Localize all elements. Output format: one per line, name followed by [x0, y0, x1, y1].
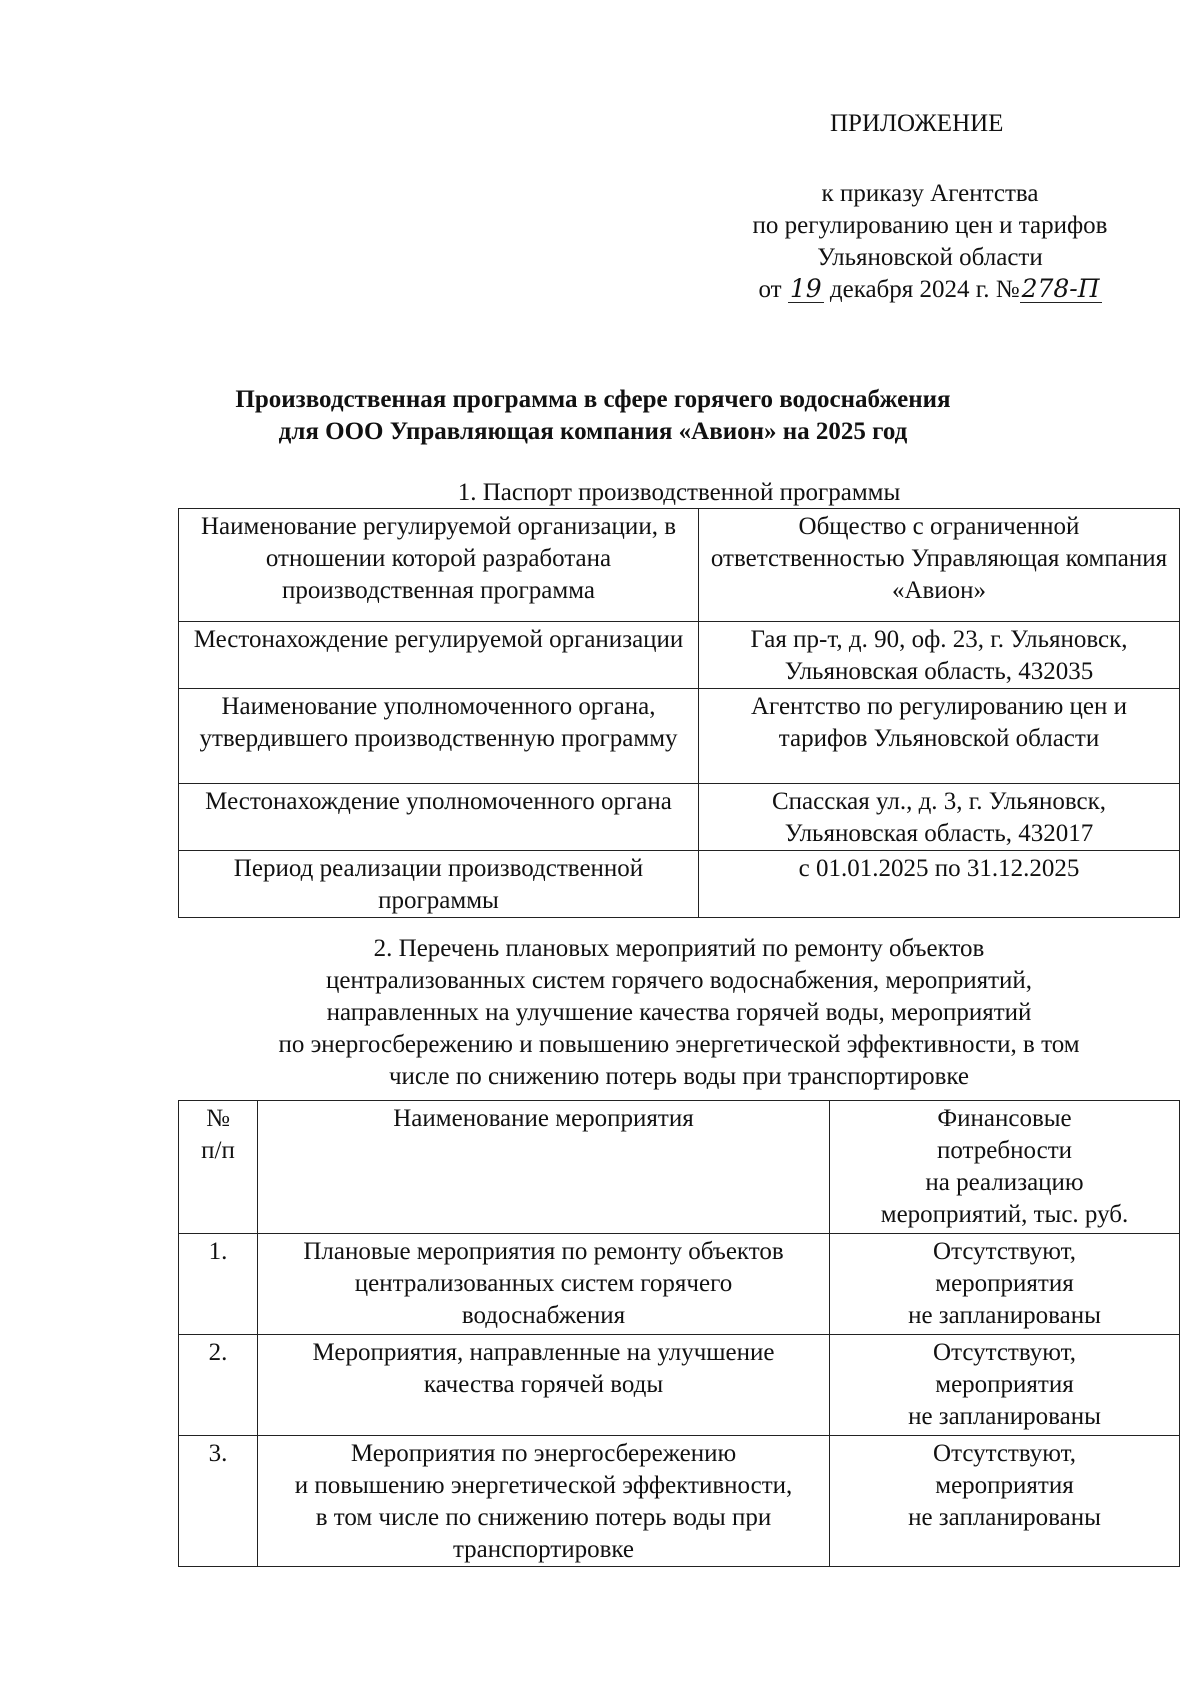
passport-value: Спасская ул., д. 3, г. Ульяновск, Ульяновская область, 432017 — [699, 784, 1180, 851]
row-name — [258, 1234, 830, 1335]
table-row — [179, 851, 1180, 918]
table-header-row — [179, 1101, 1180, 1234]
handwritten-order-number: 278-П — [1021, 274, 1100, 303]
row-cost-line: не запланированы — [908, 1302, 1101, 1329]
header-number-line: № — [206, 1105, 230, 1132]
header-name: Наименование мероприятия — [258, 1101, 830, 1234]
row-cost-line: мероприятия — [935, 1472, 1074, 1499]
row-cost-line: Отсутствуют, — [933, 1339, 1076, 1366]
header-cost-line: Финансовые — [937, 1105, 1072, 1132]
row-cost — [830, 1436, 1180, 1567]
passport-label: Местонахождение уполномоченного органа — [179, 784, 699, 851]
header-cost-line: потребности — [937, 1137, 1072, 1164]
appendix-block — [700, 108, 1160, 306]
row-number: 3. — [179, 1436, 258, 1567]
row-cost — [830, 1335, 1180, 1436]
row-name-line: централизованных систем горячего — [354, 1270, 733, 1297]
table-row — [179, 784, 1180, 851]
row-name-line: водоснабжения — [461, 1302, 626, 1329]
row-name-line: Мероприятия по энергосбережению — [350, 1440, 737, 1467]
section-2-heading-line-2: централизованных систем горячего водоснабжения, мероприятий, — [325, 967, 1033, 994]
passport-value: Агентство по регулированию цен и тарифов Ульяновской области — [699, 689, 1180, 784]
row-cost-line: мероприятия — [935, 1270, 1074, 1297]
events-table — [178, 1100, 1180, 1567]
row-name-line: Плановые мероприятия по ремонту объектов — [303, 1238, 784, 1265]
row-name — [258, 1335, 830, 1436]
table-row — [179, 509, 1180, 622]
row-name-line: Мероприятия, направленные на улучшение — [312, 1339, 775, 1366]
header-number-line: п/п — [201, 1137, 235, 1164]
header-cost — [830, 1101, 1180, 1234]
passport-value: с 01.01.2025 по 31.12.2025 — [699, 851, 1180, 918]
table-row — [179, 622, 1180, 689]
passport-value: Общество с ограниченной ответственностью Управляющая компания «Авион» — [699, 509, 1180, 622]
row-number: 1. — [179, 1234, 258, 1335]
row-cost-line: не запланированы — [908, 1504, 1101, 1531]
section-2-heading-line-5: числе по снижению потерь воды при транспортировке — [388, 1063, 970, 1090]
row-name — [258, 1436, 830, 1567]
passport-label: Период реализации производственной программы — [179, 851, 699, 918]
header-number — [179, 1101, 258, 1234]
document-title-line-1: Производственная программа в сфере горячего водоснабжения — [235, 386, 951, 413]
row-name-line: качества горячей воды — [423, 1371, 664, 1398]
document-title — [170, 384, 1016, 448]
section-2-heading-line-4: по энергосбережению и повышению энергетической эффективности, в том — [278, 1031, 1080, 1058]
row-name-line: и повышению энергетической эффективности, — [294, 1472, 793, 1499]
passport-label: Наименование уполномоченного органа, утвердившего производственную программу — [179, 689, 699, 784]
passport-label: Местонахождение регулируемой организации — [179, 622, 699, 689]
row-name-line: транспортировке — [452, 1536, 635, 1563]
section-2-heading — [178, 933, 1180, 1093]
row-cost — [830, 1234, 1180, 1335]
passport-value: Гая пр-т, д. 90, оф. 23, г. Ульяновск, Ульяновская область, 432035 — [699, 622, 1180, 689]
row-cost-line: Отсутствуют, — [933, 1440, 1076, 1467]
section-2-heading-line-3: направленных на улучшение качества горячей воды, мероприятий — [326, 999, 1032, 1026]
header-cost-line: на реализацию — [925, 1169, 1084, 1196]
section-2-heading-line-1: 2. Перечень плановых мероприятий по ремонту объектов — [373, 935, 985, 962]
date-prefix: от — [758, 276, 782, 303]
table-row — [179, 1436, 1180, 1567]
document-title-line-2: для ООО Управляющая компания «Авион» на 2025 год — [278, 418, 908, 445]
handwritten-day: 19 — [789, 274, 822, 303]
appendix-line-2: по регулированию цен и тарифов — [752, 212, 1108, 239]
appendix-title: ПРИЛОЖЕНИЕ — [830, 110, 1004, 137]
appendix-line-1: к приказу Агентства — [821, 180, 1039, 207]
row-cost-line: Отсутствуют, — [933, 1238, 1076, 1265]
passport-label: Наименование регулируемой организации, в отношении которой разработана производственная программа — [179, 509, 699, 622]
appendix-date-line — [700, 274, 1160, 306]
header-cost-line: мероприятий, тыс. руб. — [880, 1201, 1129, 1228]
table-row — [179, 689, 1180, 784]
passport-table — [178, 508, 1180, 918]
row-name-line: в том числе по снижению потерь воды при — [315, 1504, 772, 1531]
row-number: 2. — [179, 1335, 258, 1436]
table-row — [179, 1335, 1180, 1436]
table-row — [179, 1234, 1180, 1335]
appendix-line-3: Ульяновской области — [817, 244, 1043, 271]
row-cost-line: не запланированы — [908, 1403, 1101, 1430]
row-cost-line: мероприятия — [935, 1371, 1074, 1398]
date-rest: декабря 2024 г. № — [829, 276, 1020, 303]
section-1-heading: 1. Паспорт производственной программы — [457, 479, 901, 506]
